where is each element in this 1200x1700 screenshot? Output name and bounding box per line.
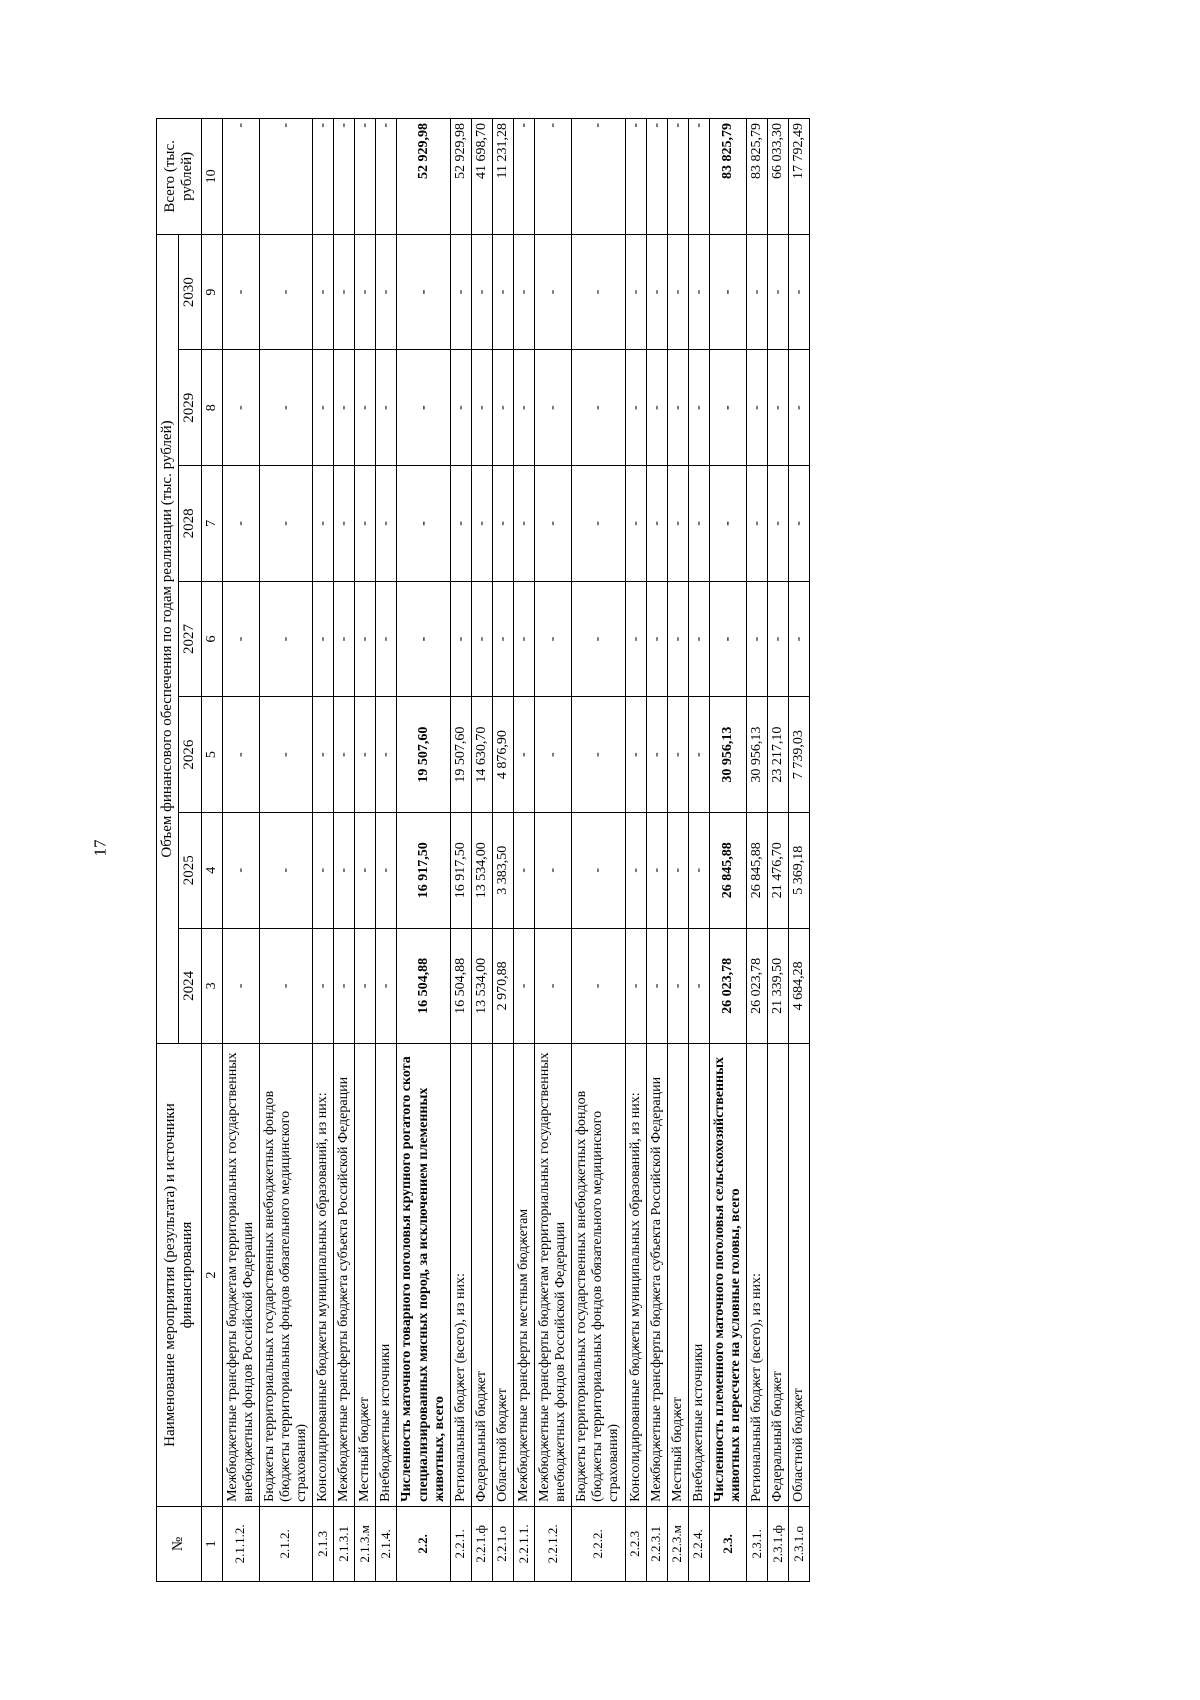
row-value: - [259,697,312,813]
table-row [492,119,513,1582]
row-value: - [688,581,709,697]
row-value: - [514,466,535,582]
row-value: - [709,234,746,350]
row-value: - [646,350,667,466]
row-value: - [492,234,513,350]
header-year: 2029 [179,350,201,466]
row-value: - [355,697,376,813]
table-row [397,119,450,1582]
row-value: - [376,697,397,813]
row-value: - [667,581,688,697]
row-name: Бюджеты территориальных государственных внебюджетных фондов (бюджеты территориальных фондов обязательного медицинского страхования) [259,1044,312,1507]
row-value: - [667,812,688,928]
row-value: - [492,466,513,582]
row-name: Региональный бюджет (всего), из них: [747,1044,768,1507]
row-value: - [688,812,709,928]
row-index: 2.1.3.м [355,1506,376,1581]
row-name: Внебюджетные источники [688,1044,709,1507]
table-row [259,119,312,1582]
row-total: - [535,119,572,235]
row-value: - [471,466,492,582]
row-value: - [535,234,572,350]
row-total: - [646,119,667,235]
column-number: 5 [201,697,222,813]
row-value: - [471,234,492,350]
financing-table [156,118,810,1582]
row-index: 2.2.3.1 [646,1506,667,1581]
row-value: - [492,581,513,697]
row-name: Местный бюджет [667,1044,688,1507]
row-value: 14 630,70 [471,697,492,813]
row-name: Консолидированные бюджеты муниципальных образований, из них: [625,1044,646,1507]
row-name: Численность племенного маточного поголовья сельскохозяйственных животных в пересчете на условные головы, всего [709,1044,746,1507]
row-name: Региональный бюджет (всего), из них: [450,1044,471,1507]
row-index: 2.2.3.м [667,1506,688,1581]
row-total: 66 033,30 [768,119,789,235]
column-number: 10 [201,119,222,235]
column-number: 9 [201,234,222,350]
row-value: - [625,812,646,928]
row-index: 2.2.1. [450,1506,471,1581]
row-value: - [625,466,646,582]
table-row [688,119,709,1582]
row-index: 2.1.3.1 [334,1506,355,1581]
row-value: - [646,466,667,582]
row-value: - [334,812,355,928]
row-value: - [646,697,667,813]
column-number: 2 [201,1044,222,1507]
row-value: - [259,466,312,582]
row-value: 26 023,78 [747,928,768,1044]
row-value: 4 684,28 [789,928,810,1044]
row-name: Внебюджетные источники [376,1044,397,1507]
row-value: - [514,350,535,466]
header-year: 2024 [179,928,201,1044]
row-index: 2.2. [397,1506,450,1581]
row-total: - [572,119,625,235]
row-value: - [334,581,355,697]
row-value: - [625,234,646,350]
row-name: Местный бюджет [355,1044,376,1507]
row-value: - [535,928,572,1044]
column-numbers-row [201,119,222,1582]
row-index: 2.3.1.ф [768,1506,789,1581]
row-index: 2.1.4. [376,1506,397,1581]
row-value: - [646,812,667,928]
row-index: 2.2.1.о [492,1506,513,1581]
row-value: - [313,928,334,1044]
row-value: - [625,350,646,466]
row-value: - [450,234,471,350]
row-value: - [376,928,397,1044]
row-value: - [376,234,397,350]
row-value: - [259,812,312,928]
row-value: - [709,581,746,697]
row-value: - [709,350,746,466]
table-row [535,119,572,1582]
row-value: - [572,812,625,928]
row-value: 16 917,50 [450,812,471,928]
header-row [157,119,179,1582]
table-row [667,119,688,1582]
row-value: - [222,928,259,1044]
row-value: - [535,812,572,928]
table-row [514,119,535,1582]
row-value: - [355,466,376,582]
row-name: Межбюджетные трансферты бюджета субъекта Российской Федерации [334,1044,355,1507]
row-name: Консолидированные бюджеты муниципальных образований, из них: [313,1044,334,1507]
row-value: - [355,581,376,697]
row-value: 2 970,88 [492,928,513,1044]
column-number: 8 [201,350,222,466]
row-value: - [747,581,768,697]
row-name: Межбюджетные трансферты бюджета субъекта Российской Федерации [646,1044,667,1507]
row-value: 19 507,60 [450,697,471,813]
row-index: 2.2.2. [572,1506,625,1581]
row-name: Областной бюджет [492,1044,513,1507]
row-value: - [667,350,688,466]
row-value: - [667,697,688,813]
header-name: Наименование мероприятия (результата) и источники финансирования [157,1044,202,1507]
table-row [747,119,768,1582]
row-value: 3 383,50 [492,812,513,928]
row-value: - [789,350,810,466]
column-number: 4 [201,812,222,928]
row-value: - [334,466,355,582]
row-index: 2.1.1.2. [222,1506,259,1581]
row-value: - [355,350,376,466]
row-value: - [313,697,334,813]
row-value: - [535,697,572,813]
table-row [313,119,334,1582]
row-value: - [572,697,625,813]
row-index: 2.2.3 [625,1506,646,1581]
row-value: - [747,466,768,582]
row-value: - [572,466,625,582]
row-value: - [355,234,376,350]
table-row [450,119,471,1582]
row-value: - [688,466,709,582]
row-total: 83 825,79 [709,119,746,235]
row-value: - [222,466,259,582]
row-value: - [667,928,688,1044]
column-number: 7 [201,466,222,582]
row-total: - [259,119,312,235]
row-value: 21 476,70 [768,812,789,928]
row-value: - [572,581,625,697]
table-row [334,119,355,1582]
row-value: - [222,697,259,813]
row-index: 2.2.1.ф [471,1506,492,1581]
row-value: 5 369,18 [789,812,810,928]
row-value: - [334,928,355,1044]
row-value: - [789,466,810,582]
row-name: Федеральный бюджет [768,1044,789,1507]
row-value: - [789,581,810,697]
row-value: - [514,581,535,697]
row-value: - [376,581,397,697]
row-value: - [334,234,355,350]
row-value: - [535,581,572,697]
row-index: 2.1.3 [313,1506,334,1581]
row-value: - [747,350,768,466]
table-row [625,119,646,1582]
row-value: - [535,350,572,466]
row-index: 2.2.1.1. [514,1506,535,1581]
row-name: Численность маточного товарного поголовья крупного рогатого скота специализированных мясных пород, за исключением племенных животных, всего [397,1044,450,1507]
row-value: - [514,234,535,350]
row-index: 2.1.2. [259,1506,312,1581]
row-value: - [334,697,355,813]
row-value: 13 534,00 [471,928,492,1044]
header-year: 2025 [179,812,201,928]
row-index: 2.2.4. [688,1506,709,1581]
row-value: 30 956,13 [709,697,746,813]
row-value: - [222,350,259,466]
row-value: - [572,928,625,1044]
row-value: 26 023,78 [709,928,746,1044]
row-value: - [747,234,768,350]
row-value: - [625,928,646,1044]
row-value: - [572,350,625,466]
row-value: 19 507,60 [397,697,450,813]
row-value: - [688,234,709,350]
row-value: - [259,350,312,466]
row-value: - [688,697,709,813]
row-value: - [667,466,688,582]
header-total: Всего (тыс. рублей) [157,119,202,235]
row-value: - [709,466,746,582]
row-value: - [768,581,789,697]
row-total: - [625,119,646,235]
column-number: 6 [201,581,222,697]
row-value: - [313,234,334,350]
row-total: - [334,119,355,235]
rotated-page [156,118,1044,1582]
row-value: - [768,350,789,466]
row-value: - [355,812,376,928]
row-value: - [646,581,667,697]
row-value: - [376,350,397,466]
column-number: 1 [201,1506,222,1581]
header-no: № [157,1506,202,1581]
row-value: - [688,928,709,1044]
row-value: 23 217,10 [768,697,789,813]
row-total: 17 792,49 [789,119,810,235]
row-value: - [397,350,450,466]
row-total: - [688,119,709,235]
row-value: - [625,581,646,697]
row-value: - [514,928,535,1044]
row-value: - [397,581,450,697]
row-total: 41 698,70 [471,119,492,235]
row-name: Областной бюджет [789,1044,810,1507]
row-value: - [259,234,312,350]
row-value: - [397,466,450,582]
row-value: - [646,234,667,350]
row-value: - [492,350,513,466]
row-index: 2.3.1. [747,1506,768,1581]
table-row [768,119,789,1582]
table-row [471,119,492,1582]
table-row [789,119,810,1582]
row-value: - [450,466,471,582]
row-value: - [222,234,259,350]
row-value: 21 339,50 [768,928,789,1044]
row-value: - [222,812,259,928]
row-value: 13 534,00 [471,812,492,928]
row-total: 83 825,79 [747,119,768,235]
row-total: 52 929,98 [450,119,471,235]
row-name: Межбюджетные трансферты бюджетам территориальных государственных внебюджетных фондов Российской Федерации [222,1044,259,1507]
row-value: - [450,581,471,697]
row-value: - [313,812,334,928]
table-row [572,119,625,1582]
row-total: 52 929,98 [397,119,450,235]
header-year: 2027 [179,581,201,697]
row-value: - [355,928,376,1044]
row-value: - [514,697,535,813]
row-total: - [222,119,259,235]
row-total: - [376,119,397,235]
row-total: - [313,119,334,235]
row-value: - [667,234,688,350]
row-value: - [222,581,259,697]
row-value: - [259,581,312,697]
row-value: - [376,466,397,582]
row-value: - [313,581,334,697]
row-value: - [471,581,492,697]
row-value: - [646,928,667,1044]
page-number: 17 [90,839,110,857]
row-value: - [471,350,492,466]
row-value: - [376,812,397,928]
row-value: - [572,234,625,350]
row-value: 16 504,88 [397,928,450,1044]
table-row [222,119,259,1582]
table-row [376,119,397,1582]
row-value: - [514,812,535,928]
row-index: 2.2.1.2. [535,1506,572,1581]
row-name: Бюджеты территориальных государственных внебюджетных фондов (бюджеты территориальных фондов обязательного медицинского страхования) [572,1044,625,1507]
row-value: - [450,350,471,466]
row-index: 2.3.1.о [789,1506,810,1581]
header-year: 2028 [179,466,201,582]
row-value: - [313,466,334,582]
row-total: - [355,119,376,235]
row-total: - [667,119,688,235]
row-name: Межбюджетные трансферты бюджетам территориальных государственных внебюджетных фондов Российской Федерации [535,1044,572,1507]
table-row [709,119,746,1582]
row-value: 26 845,88 [709,812,746,928]
row-total: - [514,119,535,235]
row-name: Федеральный бюджет [471,1044,492,1507]
header-year: 2026 [179,697,201,813]
row-value: - [789,234,810,350]
row-value: - [625,697,646,813]
row-index: 2.3. [709,1506,746,1581]
row-value: - [688,350,709,466]
table-body [222,119,810,1582]
row-value: - [397,234,450,350]
row-name: Межбюджетные трансферты местным бюджетам [514,1044,535,1507]
row-value: - [334,350,355,466]
row-value: 16 917,50 [397,812,450,928]
row-value: 30 956,13 [747,697,768,813]
row-value: 16 504,88 [450,928,471,1044]
column-number: 3 [201,928,222,1044]
row-value: - [535,466,572,582]
table-row [355,119,376,1582]
row-total: 11 231,28 [492,119,513,235]
header-volume: Объем финансового обеспечения по годам реализации (тыс. рублей) [157,234,179,1043]
row-value: 26 845,88 [747,812,768,928]
table-row [646,119,667,1582]
row-value: - [259,928,312,1044]
row-value: - [768,234,789,350]
row-value: 4 876,90 [492,697,513,813]
header-year: 2030 [179,234,201,350]
row-value: 7 739,03 [789,697,810,813]
row-value: - [313,350,334,466]
row-value: - [768,466,789,582]
